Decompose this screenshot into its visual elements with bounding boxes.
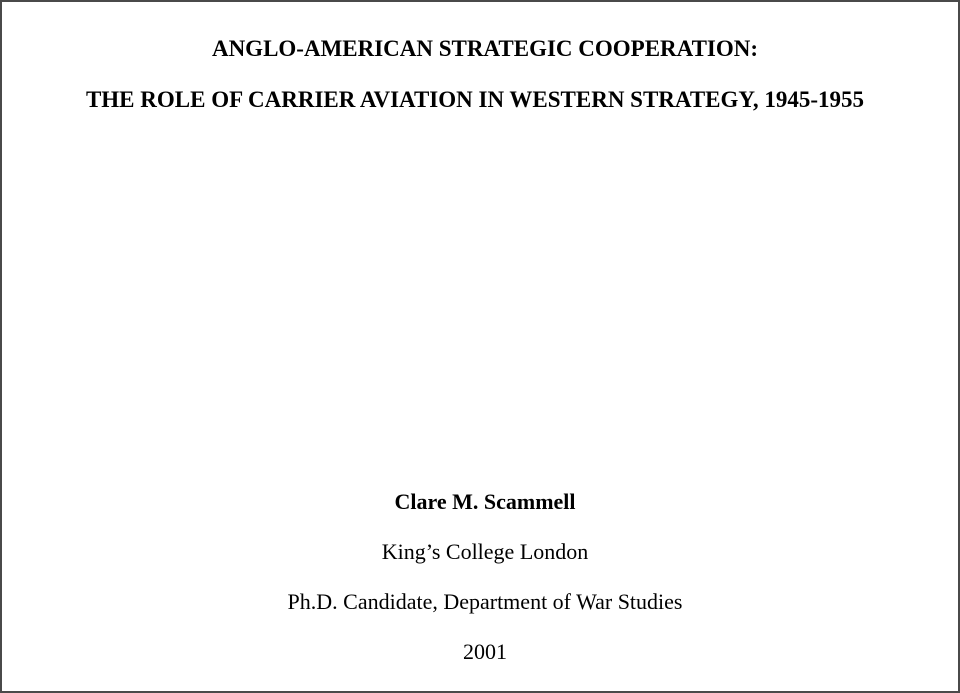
title-line-1: ANGLO-AMERICAN STRATEGIC COOPERATION: [211, 36, 759, 61]
year: 2001 [463, 639, 507, 664]
institution: King’s College London [381, 539, 589, 564]
author-position: Ph.D. Candidate, Department of War Studies [287, 589, 683, 614]
title-line-2: THE ROLE OF CARRIER AVIATION IN WESTERN STRATEGY, 1945-1955 [85, 87, 865, 112]
author-name: Clare M. Scammell [394, 489, 576, 514]
